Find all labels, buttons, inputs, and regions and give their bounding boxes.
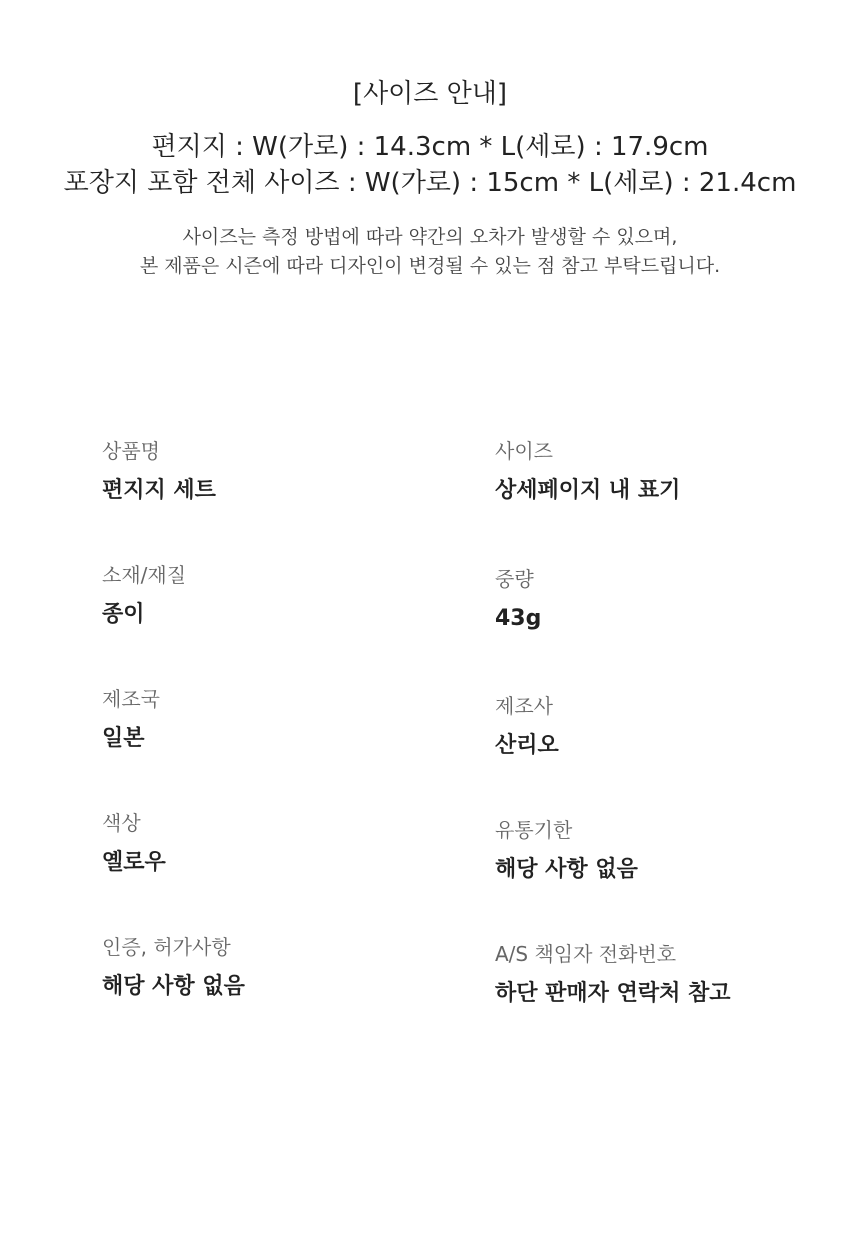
- info-item-color: [102, 810, 442, 878]
- info-item-certification: [102, 934, 442, 1002]
- info-label: 소재/재질: [102, 563, 187, 587]
- info-label: 제조국: [102, 687, 160, 711]
- info-item-country: [102, 686, 442, 754]
- info-item-material: [102, 562, 442, 630]
- info-value: 43g: [495, 606, 542, 631]
- info-value: 하단 판매자 연락처 참고: [495, 981, 731, 1006]
- size-dimensions: [0, 129, 860, 201]
- size-note: [0, 223, 860, 281]
- info-item-product-name: [102, 438, 442, 506]
- info-item-weight: [495, 566, 835, 634]
- info-item-size: [495, 438, 835, 506]
- info-value: 산리오: [495, 733, 559, 758]
- info-label: 유통기한: [495, 818, 573, 842]
- info-value: 편지지 세트: [102, 478, 216, 503]
- info-label: 인증, 허가사항: [102, 935, 231, 959]
- info-label: A/S 책임자 전화번호: [495, 942, 677, 966]
- info-item-manufacturer: [495, 693, 835, 761]
- info-item-as-contact: [495, 941, 835, 1009]
- total-package-dimensions: 포장지 포함 전체 사이즈 : W(가로) : 15cm * L(세로) : 21.4cm: [63, 168, 797, 198]
- info-value: 상세페이지 내 표기: [495, 478, 681, 503]
- info-label: 중량: [495, 567, 534, 591]
- info-label: 상품명: [102, 439, 160, 463]
- info-label: 색상: [102, 811, 141, 835]
- info-value: 해당 사항 없음: [495, 857, 638, 882]
- info-value: 일본: [102, 726, 145, 751]
- size-note-line-1: 사이즈는 측정 방법에 따라 약간의 오차가 발생할 수 있으며,: [182, 226, 678, 248]
- info-value: 옐로우: [102, 850, 166, 875]
- info-item-expiry: [495, 817, 835, 885]
- letter-paper-dimensions: 편지지 : W(가로) : 14.3cm * L(세로) : 17.9cm: [151, 132, 709, 162]
- info-label: 사이즈: [495, 439, 553, 463]
- size-note-line-2: 본 제품은 시즌에 따라 디자인이 변경될 수 있는 점 참고 부탁드립니다.: [139, 255, 721, 277]
- info-value: 해당 사항 없음: [102, 974, 245, 999]
- info-value: 종이: [102, 602, 145, 627]
- size-guide-heading: [사이즈 안내]: [352, 79, 508, 109]
- info-label: 제조사: [495, 694, 553, 718]
